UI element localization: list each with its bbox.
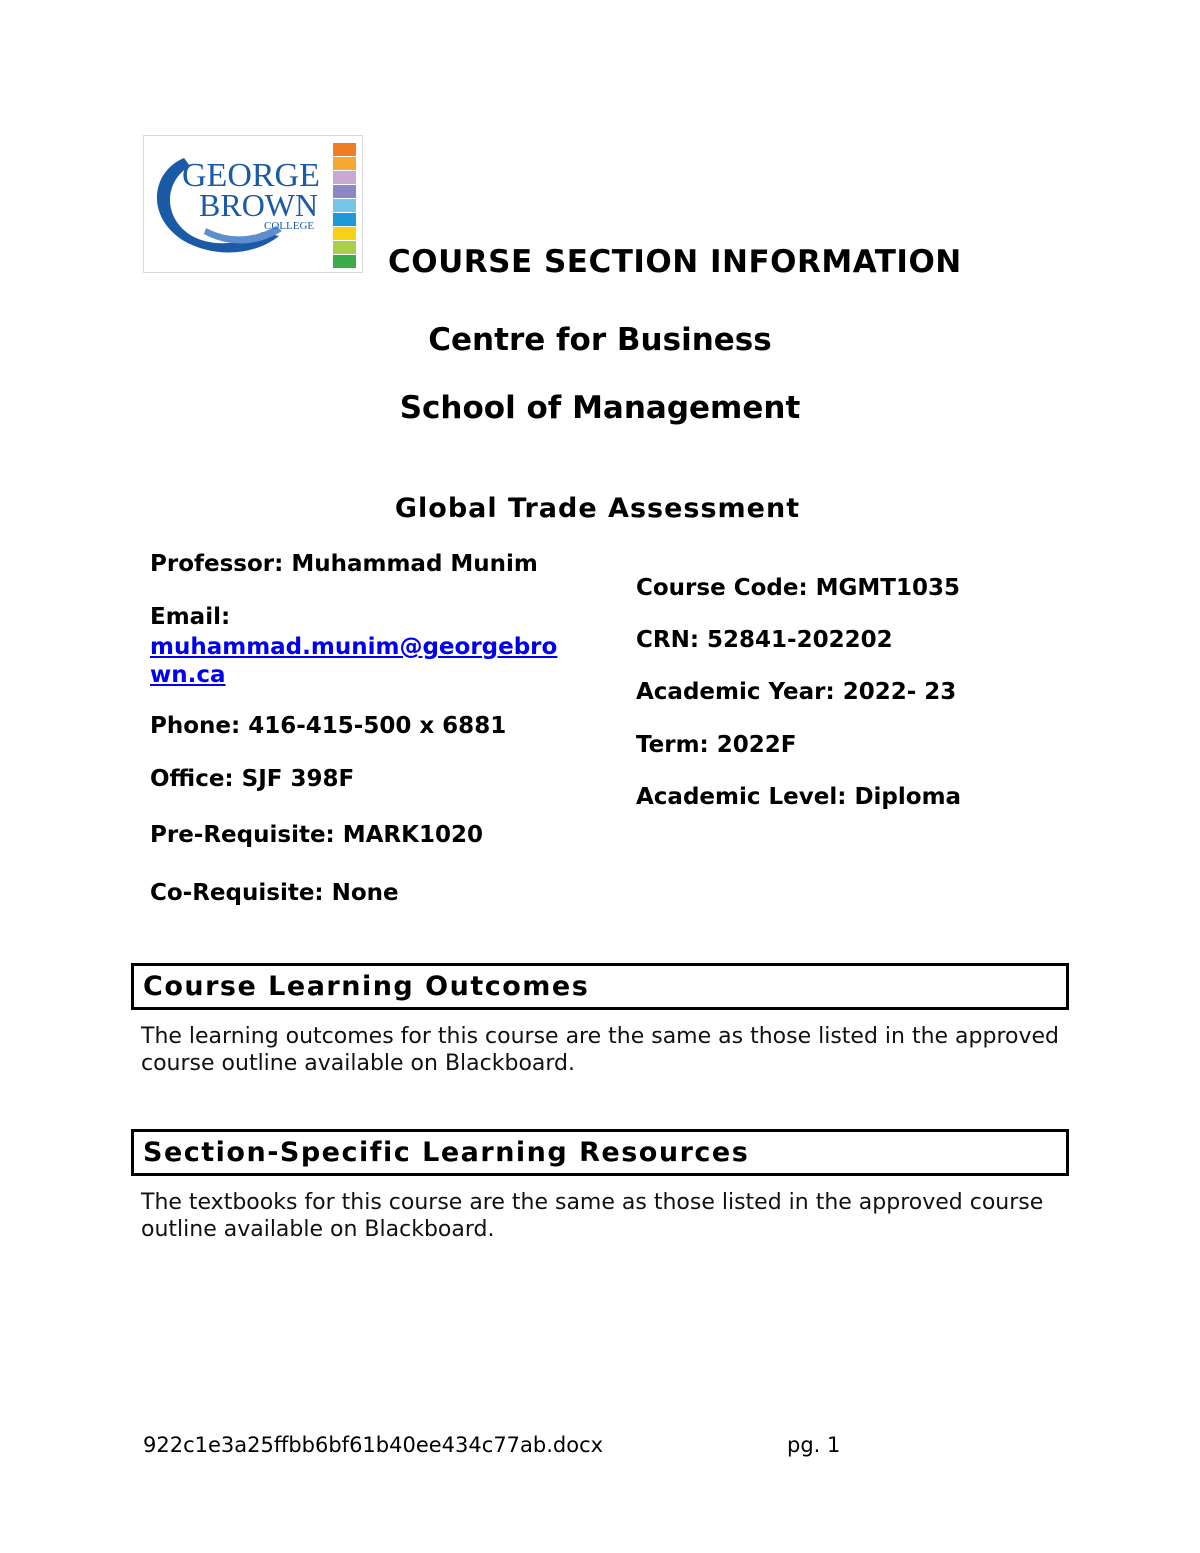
logo-text-brown: BROWN — [199, 187, 319, 223]
logo-text-college: COLLEGE — [264, 220, 315, 232]
logo-swoosh-graphic — [144, 136, 364, 274]
logo-stripe — [333, 227, 356, 240]
logo-stripe — [333, 185, 356, 198]
office-field: Office: SJF 398F — [150, 766, 355, 792]
course-code-field: Course Code: MGMT1035 — [636, 575, 960, 601]
logo-stripe — [333, 199, 356, 212]
section-header-outcomes — [131, 963, 1069, 1010]
college-logo — [143, 135, 363, 273]
logo-stripe — [333, 255, 356, 268]
school-name: School of Management — [399, 390, 801, 426]
document-title: COURSE SECTION INFORMATION — [388, 244, 962, 280]
footer-page-number: pg. 1 — [787, 1433, 841, 1457]
outcomes-text-line: The learning outcomes for this course are the same as those listed in the approved — [141, 1024, 1060, 1049]
section-header-resources — [131, 1129, 1069, 1176]
resources-text-line: outline available on Blackboard. — [141, 1217, 495, 1242]
crn-field: CRN: 52841-202202 — [636, 627, 893, 653]
course-name: Global Trade Assessment — [394, 493, 801, 524]
outcomes-text — [141, 1023, 1061, 1077]
corequisite-field: Co-Requisite: None — [150, 880, 399, 906]
section-title-resources: Section-Specific Learning Resources — [143, 1137, 750, 1168]
outcomes-text-line: course outline available on Blackboard. — [141, 1051, 575, 1076]
email-link-line2[interactable]: wn.ca — [150, 662, 226, 688]
logo-text-george: GEORGE — [182, 157, 320, 194]
academic-year-field: Academic Year: 2022- 23 — [636, 679, 957, 705]
professor-field: Professor: Muhammad Munim — [150, 551, 538, 577]
academic-level-field: Academic Level: Diploma — [636, 784, 962, 810]
footer-filename: 922c1e3a25ffbb6bf61b40ee434c77ab.docx — [143, 1433, 604, 1457]
email-label: Email: — [150, 604, 231, 630]
section-title-outcomes: Course Learning Outcomes — [143, 971, 590, 1002]
phone-field: Phone: 416-415-500 x 6881 — [150, 713, 507, 739]
resources-text-line: The textbooks for this course are the same as those listed in the approved course — [141, 1190, 1044, 1215]
term-field: Term: 2022F — [636, 732, 797, 758]
logo-stripe — [333, 213, 356, 226]
logo-stripe — [333, 171, 356, 184]
centre-name: Centre for Business — [428, 322, 772, 358]
logo-stripe — [333, 241, 356, 254]
logo-stripe — [333, 157, 356, 170]
prerequisite-field: Pre-Requisite: MARK1020 — [150, 822, 483, 848]
resources-text — [141, 1189, 1061, 1243]
logo-stripe — [333, 143, 356, 156]
email-link-line1[interactable]: muhammad.munim@georgebro — [150, 634, 558, 660]
